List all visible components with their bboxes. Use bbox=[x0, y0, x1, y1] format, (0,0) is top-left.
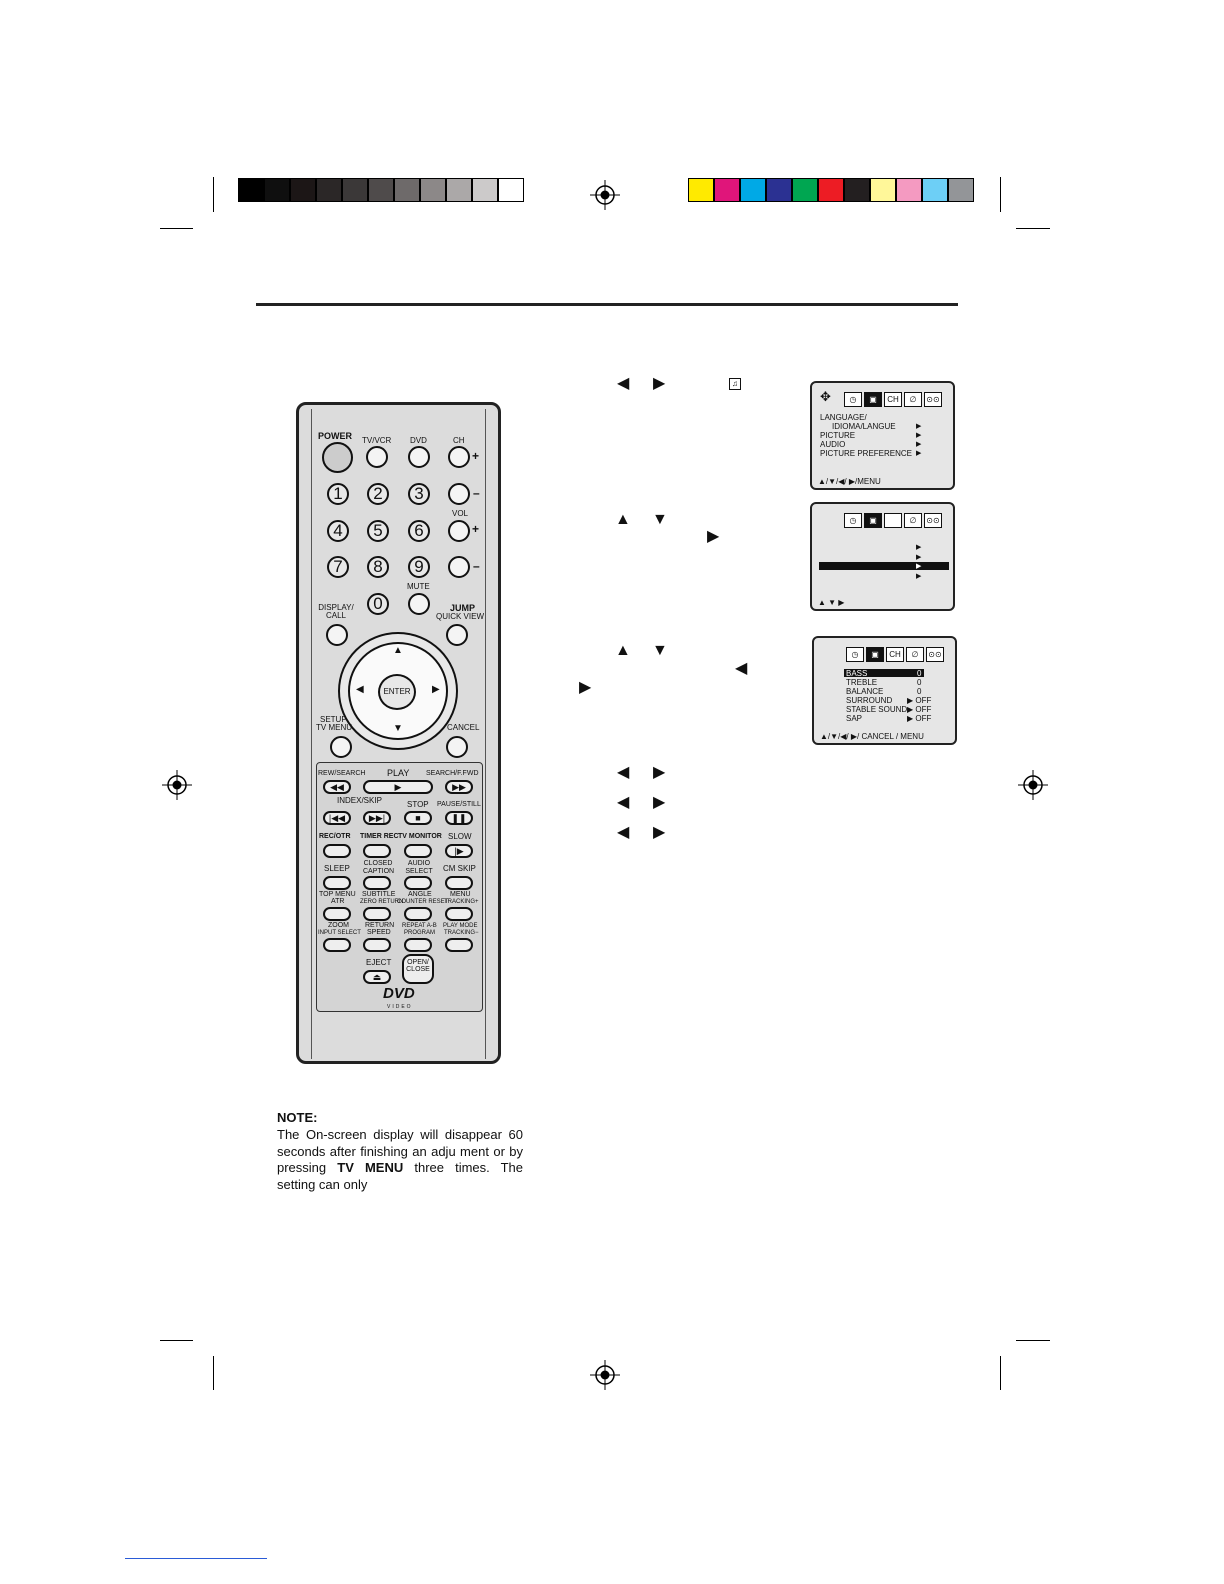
tv-monitor-button[interactable] bbox=[404, 844, 432, 858]
zero-return-label: ZERO RETURN bbox=[360, 899, 404, 905]
tv-vcr-label: TV/VCR bbox=[362, 436, 392, 445]
color-swatch bbox=[870, 178, 896, 202]
power-button[interactable] bbox=[322, 442, 353, 473]
slow-button[interactable]: |▶ bbox=[445, 844, 473, 858]
audio-select-button[interactable] bbox=[404, 876, 432, 890]
mute-label: MUTE bbox=[407, 582, 430, 591]
pointer-icon: ▶ bbox=[916, 563, 922, 570]
display-call-label: DISPLAY/ CALL bbox=[318, 603, 354, 620]
program-label: PROGRAM bbox=[404, 930, 436, 936]
index-skip-label: INDEX/SKIP bbox=[337, 796, 382, 805]
highlight-bar bbox=[819, 562, 949, 570]
setup-label: SETUP bbox=[320, 715, 347, 724]
audio-icon: ▣ bbox=[866, 647, 884, 662]
tracking-minus-label: TRACKING− bbox=[444, 930, 479, 936]
menu-item-idioma: IDIOMA/LANGUE bbox=[832, 422, 896, 431]
menu-item-language: LANGUAGE/ bbox=[820, 413, 867, 422]
down-arrow-icon[interactable]: ▼ bbox=[393, 723, 403, 734]
crop-mark bbox=[1016, 228, 1050, 229]
crop-mark bbox=[160, 1340, 193, 1341]
open-close-button[interactable] bbox=[402, 954, 434, 984]
angle-label: ANGLE bbox=[408, 891, 432, 898]
digit-9-button[interactable]: 9 bbox=[408, 556, 430, 578]
crop-mark bbox=[160, 228, 193, 229]
eject-label: EJECT bbox=[366, 958, 392, 967]
audio-select-label: AUDIO SELECT bbox=[405, 860, 433, 875]
color-swatch bbox=[740, 178, 766, 202]
note-text: three times. The setting can only bbox=[277, 1160, 524, 1192]
closed-caption-label: CLOSED CAPTION bbox=[363, 860, 395, 875]
right-arrow-icon: ▶ bbox=[579, 679, 592, 696]
tv-monitor-label: TV MONITOR bbox=[398, 833, 442, 840]
header-rule bbox=[256, 303, 958, 306]
digit-7-button[interactable]: 7 bbox=[327, 556, 349, 578]
stop-button[interactable]: ■ bbox=[404, 811, 432, 825]
ch-up-button[interactable] bbox=[448, 446, 470, 468]
angle-button[interactable] bbox=[404, 907, 432, 921]
blank-icon bbox=[884, 513, 902, 528]
eject-button[interactable]: ⏏ bbox=[363, 970, 391, 984]
play-mode-button[interactable] bbox=[445, 938, 473, 952]
pointer-icon: ▶ bbox=[916, 423, 922, 430]
right-arrow-icon: ▶ bbox=[707, 528, 720, 545]
sleep-button[interactable] bbox=[323, 876, 351, 890]
note-text: The On-screen display will disappear 60 seconds after finishing an adju ment or by pressing bbox=[277, 1127, 523, 1175]
setting-sap-label: SAP bbox=[846, 714, 863, 723]
top-menu-label: TOP MENU bbox=[319, 891, 356, 898]
dvd-label: DVD bbox=[410, 436, 427, 445]
setting-bass-label: BASS bbox=[846, 669, 868, 678]
setting-balance-value: 0 bbox=[917, 687, 922, 696]
crop-mark bbox=[1000, 1356, 1001, 1390]
color-swatch bbox=[688, 178, 714, 202]
right-arrow-icon: ▶ bbox=[653, 764, 666, 781]
vol-label: VOL bbox=[452, 509, 469, 518]
digit-0-button[interactable]: 0 bbox=[367, 593, 389, 615]
color-swatch bbox=[948, 178, 974, 202]
color-swatch bbox=[766, 178, 792, 202]
note-bold-text: TV MENU bbox=[337, 1160, 404, 1175]
plus-sign: + bbox=[472, 522, 480, 536]
rew-button[interactable]: ◀◀ bbox=[323, 780, 351, 794]
plus-sign: + bbox=[472, 449, 480, 463]
note-title: NOTE: bbox=[277, 1110, 318, 1125]
skip-back-button[interactable]: |◀◀ bbox=[323, 811, 351, 825]
channel-icon: CH bbox=[886, 647, 904, 662]
subtitle-button[interactable] bbox=[363, 907, 391, 921]
pointer-icon: ▶ bbox=[916, 554, 922, 561]
cancel-button[interactable] bbox=[446, 736, 468, 758]
crop-mark bbox=[213, 177, 214, 212]
tv-menu-label: TV MENU bbox=[316, 723, 352, 732]
skip-forward-button[interactable]: ▶▶| bbox=[363, 811, 391, 825]
setting-stable-sound-label: STABLE SOUND bbox=[846, 705, 908, 714]
setting-treble-label: TREBLE bbox=[846, 678, 878, 687]
right-arrow-icon: ▶ bbox=[653, 794, 666, 811]
counter-reset-label: COUNTER RESET bbox=[397, 899, 449, 905]
osd-screen-main-menu bbox=[810, 381, 955, 490]
color-swatch bbox=[420, 178, 446, 202]
pointer-icon: ▶ bbox=[916, 544, 922, 551]
pointer-icon: ▶ bbox=[916, 432, 922, 439]
right-arrow-icon[interactable]: ▶ bbox=[432, 684, 440, 695]
right-arrow-icon: ▶ bbox=[653, 824, 666, 841]
rew-search-label: REW/SEARCH bbox=[318, 770, 366, 777]
left-arrow-icon: ◀ bbox=[617, 764, 630, 781]
minus-sign: – bbox=[473, 559, 480, 573]
osd-footer: ▲/▼/◀/ ▶/MENU bbox=[818, 477, 881, 486]
lock-icon: ∅ bbox=[904, 513, 922, 528]
cancel-label: CANCEL bbox=[447, 723, 480, 732]
color-swatch bbox=[818, 178, 844, 202]
audio-menu-icon: ♫ bbox=[729, 378, 741, 390]
rec-otr-label: REC/OTR bbox=[319, 833, 351, 840]
enter-button[interactable]: ENTER bbox=[378, 674, 416, 710]
cm-skip-label: CM SKIP bbox=[443, 864, 476, 873]
digit-5-button[interactable]: 5 bbox=[367, 520, 389, 542]
return-label: RETURN bbox=[365, 922, 395, 929]
color-swatch bbox=[792, 178, 818, 202]
setting-treble-value: 0 bbox=[917, 678, 922, 687]
color-swatch bbox=[238, 178, 264, 202]
setting-bass-value: 0 bbox=[917, 669, 922, 678]
osd-screen-audio-settings bbox=[812, 636, 957, 745]
stop-label: STOP bbox=[407, 800, 429, 809]
vcr-icon: ⊙⊙ bbox=[924, 392, 942, 407]
search-ffwd-label: SEARCH/F.FWD bbox=[426, 770, 479, 777]
video-label: VIDEO bbox=[387, 1004, 413, 1010]
channel-icon: CH bbox=[884, 392, 902, 407]
left-arrow-icon: ◀ bbox=[617, 375, 630, 392]
note-body bbox=[277, 1127, 523, 1193]
left-arrow-icon: ◀ bbox=[617, 824, 630, 841]
registration-mark-icon bbox=[1018, 770, 1048, 800]
registration-mark-icon bbox=[162, 770, 192, 800]
minus-sign: – bbox=[473, 486, 480, 500]
cm-skip-button[interactable] bbox=[445, 876, 473, 890]
down-arrow-icon: ▼ bbox=[652, 642, 668, 659]
play-mode-label: PLAY MODE bbox=[443, 923, 478, 929]
vol-up-button[interactable] bbox=[448, 520, 470, 542]
color-swatch bbox=[714, 178, 740, 202]
slow-label: SLOW bbox=[448, 832, 472, 841]
jump-label: JUMP bbox=[450, 603, 476, 613]
color-swatch bbox=[498, 178, 524, 202]
vcr-icon: ⊙⊙ bbox=[926, 647, 944, 662]
color-swatch bbox=[896, 178, 922, 202]
left-arrow-icon: ◀ bbox=[617, 794, 630, 811]
left-arrow-icon[interactable]: ◀ bbox=[356, 684, 364, 695]
digit-3-button[interactable]: 3 bbox=[408, 483, 430, 505]
digit-6-button[interactable]: 6 bbox=[408, 520, 430, 542]
crop-mark bbox=[1000, 177, 1001, 212]
menu-item-picture-preference: PICTURE PREFERENCE bbox=[820, 449, 913, 458]
tracking-plus-label: TRACKING+ bbox=[444, 899, 479, 905]
color-swatch bbox=[472, 178, 498, 202]
rec-otr-button[interactable] bbox=[323, 844, 351, 858]
digit-2-button[interactable]: 2 bbox=[367, 483, 389, 505]
quick-view-label: QUICK VIEW bbox=[436, 612, 485, 621]
input-select-label: INPUT SELECT bbox=[318, 930, 361, 936]
play-button[interactable]: ▶ bbox=[363, 780, 433, 794]
setting-stable-sound-value: ▶ OFF bbox=[907, 705, 932, 714]
footer-line bbox=[125, 1558, 267, 1559]
mute-button[interactable] bbox=[408, 593, 430, 615]
audio-icon: ▣ bbox=[864, 513, 882, 528]
color-swatch bbox=[394, 178, 420, 202]
color-swatch bbox=[368, 178, 394, 202]
subtitle-label: SUBTITLE bbox=[362, 891, 396, 898]
speed-label: SPEED bbox=[367, 929, 391, 936]
repeat-ab-button[interactable] bbox=[404, 938, 432, 952]
right-arrow-icon: ▶ bbox=[653, 375, 666, 392]
audio-icon: ▣ bbox=[864, 392, 882, 407]
pointer-icon: ▶ bbox=[916, 573, 922, 580]
atr-label: ATR bbox=[331, 898, 345, 905]
power-label: POWER bbox=[318, 431, 353, 441]
lock-icon: ∅ bbox=[904, 392, 922, 407]
navigation-cross-icon: ✥ bbox=[820, 389, 831, 404]
clock-icon: ◷ bbox=[846, 647, 864, 662]
open-close-label: OPEN/ CLOSE bbox=[406, 959, 430, 973]
closed-caption-button[interactable] bbox=[363, 876, 391, 890]
repeat-ab-label: REPEAT A-B bbox=[402, 923, 437, 929]
color-swatch bbox=[342, 178, 368, 202]
pause-still-label: PAUSE/STILL bbox=[437, 801, 481, 808]
vcr-icon: ⊙⊙ bbox=[924, 513, 942, 528]
left-arrow-icon: ◀ bbox=[735, 660, 748, 677]
down-arrow-icon: ▼ bbox=[652, 511, 668, 528]
registration-mark-icon bbox=[590, 1360, 620, 1390]
lock-icon: ∅ bbox=[906, 647, 924, 662]
setting-sap-value: ▶ OFF bbox=[907, 714, 932, 723]
menu-label: MENU bbox=[450, 891, 471, 898]
setting-surround-value: ▶ OFF bbox=[907, 696, 932, 705]
registration-mark-icon bbox=[590, 180, 620, 210]
clock-icon: ◷ bbox=[844, 392, 862, 407]
play-label: PLAY bbox=[387, 768, 410, 778]
top-menu-button[interactable] bbox=[323, 907, 351, 921]
color-swatch bbox=[446, 178, 472, 202]
ffwd-button[interactable]: ▶▶ bbox=[445, 780, 473, 794]
osd-footer: ▲/▼/◀/ ▶/ CANCEL / MENU bbox=[820, 732, 924, 741]
sleep-label: SLEEP bbox=[324, 864, 350, 873]
menu-item-picture: PICTURE bbox=[820, 431, 856, 440]
color-swatch bbox=[290, 178, 316, 202]
digit-4-button[interactable]: 4 bbox=[327, 520, 349, 542]
crop-mark bbox=[213, 1356, 214, 1390]
menu-item-audio: AUDIO bbox=[820, 440, 846, 449]
pause-still-button[interactable]: ❚❚ bbox=[445, 811, 473, 825]
timer-rec-button[interactable] bbox=[363, 844, 391, 858]
menu-button[interactable] bbox=[445, 907, 473, 921]
vol-down-button[interactable] bbox=[448, 556, 470, 578]
color-swatch bbox=[922, 178, 948, 202]
tv-vcr-button[interactable] bbox=[366, 446, 388, 468]
digit-1-button[interactable]: 1 bbox=[327, 483, 349, 505]
ch-label: CH bbox=[453, 436, 465, 445]
dvd-button[interactable] bbox=[408, 446, 430, 468]
return-button[interactable] bbox=[363, 938, 391, 952]
osd-screen-select-audio bbox=[810, 502, 955, 611]
pointer-icon: ▶ bbox=[916, 441, 922, 448]
zoom-button[interactable] bbox=[323, 938, 351, 952]
ch-down-button[interactable] bbox=[448, 483, 470, 505]
setting-balance-label: BALANCE bbox=[846, 687, 884, 696]
up-arrow-icon: ▲ bbox=[615, 642, 631, 659]
color-swatch bbox=[316, 178, 342, 202]
setting-surround-label: SURROUND bbox=[846, 696, 893, 705]
up-arrow-icon[interactable]: ▲ bbox=[393, 645, 403, 656]
digit-8-button[interactable]: 8 bbox=[367, 556, 389, 578]
clock-icon: ◷ bbox=[844, 513, 862, 528]
osd-footer: ▲ ▼ ▶ bbox=[818, 598, 845, 607]
pointer-icon: ▶ bbox=[916, 450, 922, 457]
dvd-logo: DVD bbox=[383, 985, 415, 1002]
color-swatch bbox=[264, 178, 290, 202]
color-swatch bbox=[844, 178, 870, 202]
zoom-label: ZOOM bbox=[328, 922, 349, 929]
timer-rec-label: TIMER REC bbox=[360, 833, 399, 840]
up-arrow-icon: ▲ bbox=[615, 511, 631, 528]
crop-mark bbox=[1016, 1340, 1050, 1341]
